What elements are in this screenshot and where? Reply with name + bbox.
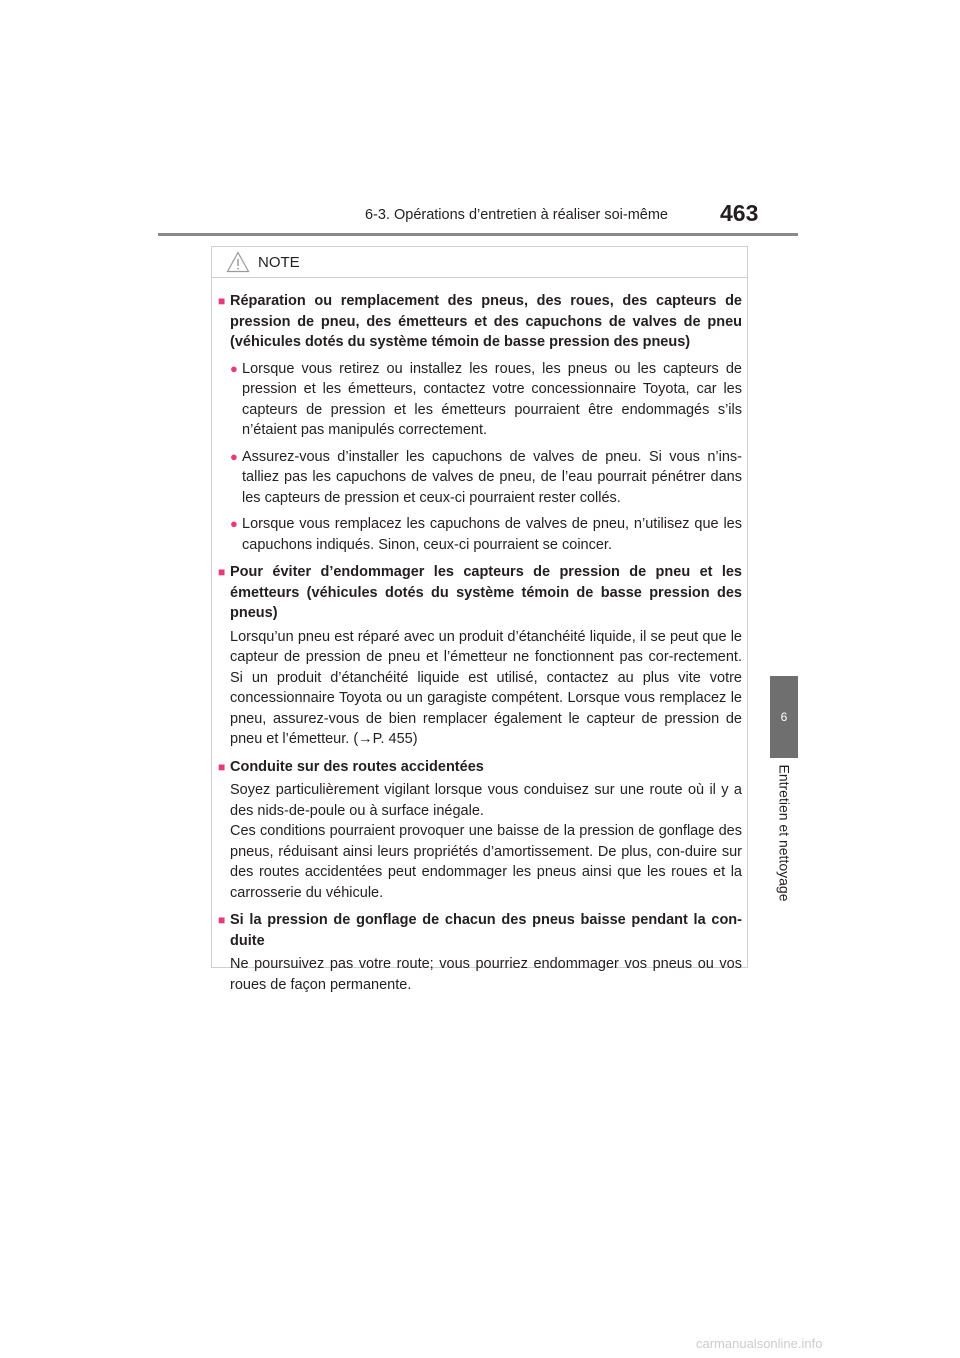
note-section <box>218 562 742 750</box>
square-bullet-icon: ■ <box>218 294 226 308</box>
header-divider <box>158 233 798 236</box>
warning-triangle-icon <box>226 251 250 273</box>
circle-bullet-icon: ● <box>230 516 238 531</box>
section-title: ■ Réparation ou remplacement des pneus, des roues, des capteurs de pression de pneu, des émetteurs et des capuchons de valves de pneu (véhicules dotés du système témoin de basse pression des pneus) <box>218 291 742 353</box>
note-body <box>212 278 747 995</box>
chapter-tab <box>770 676 798 758</box>
section-header: 6-3. Opérations d’entretien à réaliser soi-même <box>364 207 668 223</box>
note-section <box>218 757 742 904</box>
chapter-label: Entretien et nettoyage <box>776 764 792 902</box>
list-item: ● Assurez-vous d’installer les capuchons de valves de pneu. Si vous n’ins-talliez pas les capuchons de valves de pneu, de l’eau pourrait pénétrer dans les capteurs de pression et ceux-ci pourraient rester collés. <box>230 447 742 509</box>
square-bullet-icon: ■ <box>218 565 226 579</box>
note-header <box>212 247 747 278</box>
watermark: carmanualsonline.info <box>696 1336 823 1351</box>
section-title: ■ Conduite sur des routes accidentées <box>218 757 742 778</box>
section-paragraph: Ne poursuivez pas votre route; vous pourriez endommager vos pneus ou vos roues de façon permanente. <box>230 956 742 993</box>
note-section <box>218 910 742 995</box>
chapter-label-container <box>770 758 798 908</box>
section-paragraph: Soyez particulièrement vigilant lorsque vous conduisez sur une route où il y a des nids-de-poule ou à surface inégale. <box>230 782 742 819</box>
note-section <box>218 291 742 555</box>
circle-bullet-icon: ● <box>230 448 238 464</box>
chapter-number: 6 <box>780 710 788 724</box>
section-title: ■ Si la pression de gonflage de chacun des pneus baisse pendant la con-duite <box>218 910 742 951</box>
square-bullet-icon: ■ <box>218 759 226 774</box>
section-paragraph: Lorsqu’un pneu est réparé avec un produit d’étanchéité liquide, il se peut que le capteur de pression de pneu et l’émetteur ne fonctionnent pas cor-rectement. Si un produit d’étanchéité liquide est utilisé, contactez au plus vite votre concessionnaire Toyota ou un garagiste compétent. Lorsque vous remplacez le pneu, assurez-vous de bien remplacer également le capteur de pression de pneu et l’émetteur. (→P. 455) <box>230 628 742 747</box>
note-box <box>211 246 748 993</box>
circle-bullet-icon: ● <box>230 360 238 376</box>
section-title: ■ Pour éviter d’endommager les capteurs de pression de pneu et les émetteurs (véhicules dotés du système témoin de basse pression des pneus) <box>218 562 742 624</box>
square-bullet-icon: ■ <box>218 913 226 927</box>
list-item: ● Lorsque vous retirez ou installez les roues, les pneus ou les capteurs de pression et les émetteurs, contactez votre concessionnaire Toyota, car les capteurs de pression et les émetteurs pourraient être endommagés s’ils n’étaient pas manipulés correctement. <box>230 359 742 441</box>
note-label: NOTE <box>258 253 300 271</box>
section-paragraph: Ces conditions pourraient provoquer une baisse de la pression de gonflage des pneus, réduisant ainsi leurs propriétés d’amortissement. De plus, con-duire sur des routes accidentées peut endommager les pneus ainsi que les roues et la carrosserie du véhicule. <box>230 823 742 901</box>
page-number: 463 <box>720 200 759 226</box>
list-item: ● Lorsque vous remplacez les capuchons de valves de pneu, n’utilisez que les capuchons indiqués. Sinon, ceux-ci pourraient se coincer. <box>230 514 742 555</box>
